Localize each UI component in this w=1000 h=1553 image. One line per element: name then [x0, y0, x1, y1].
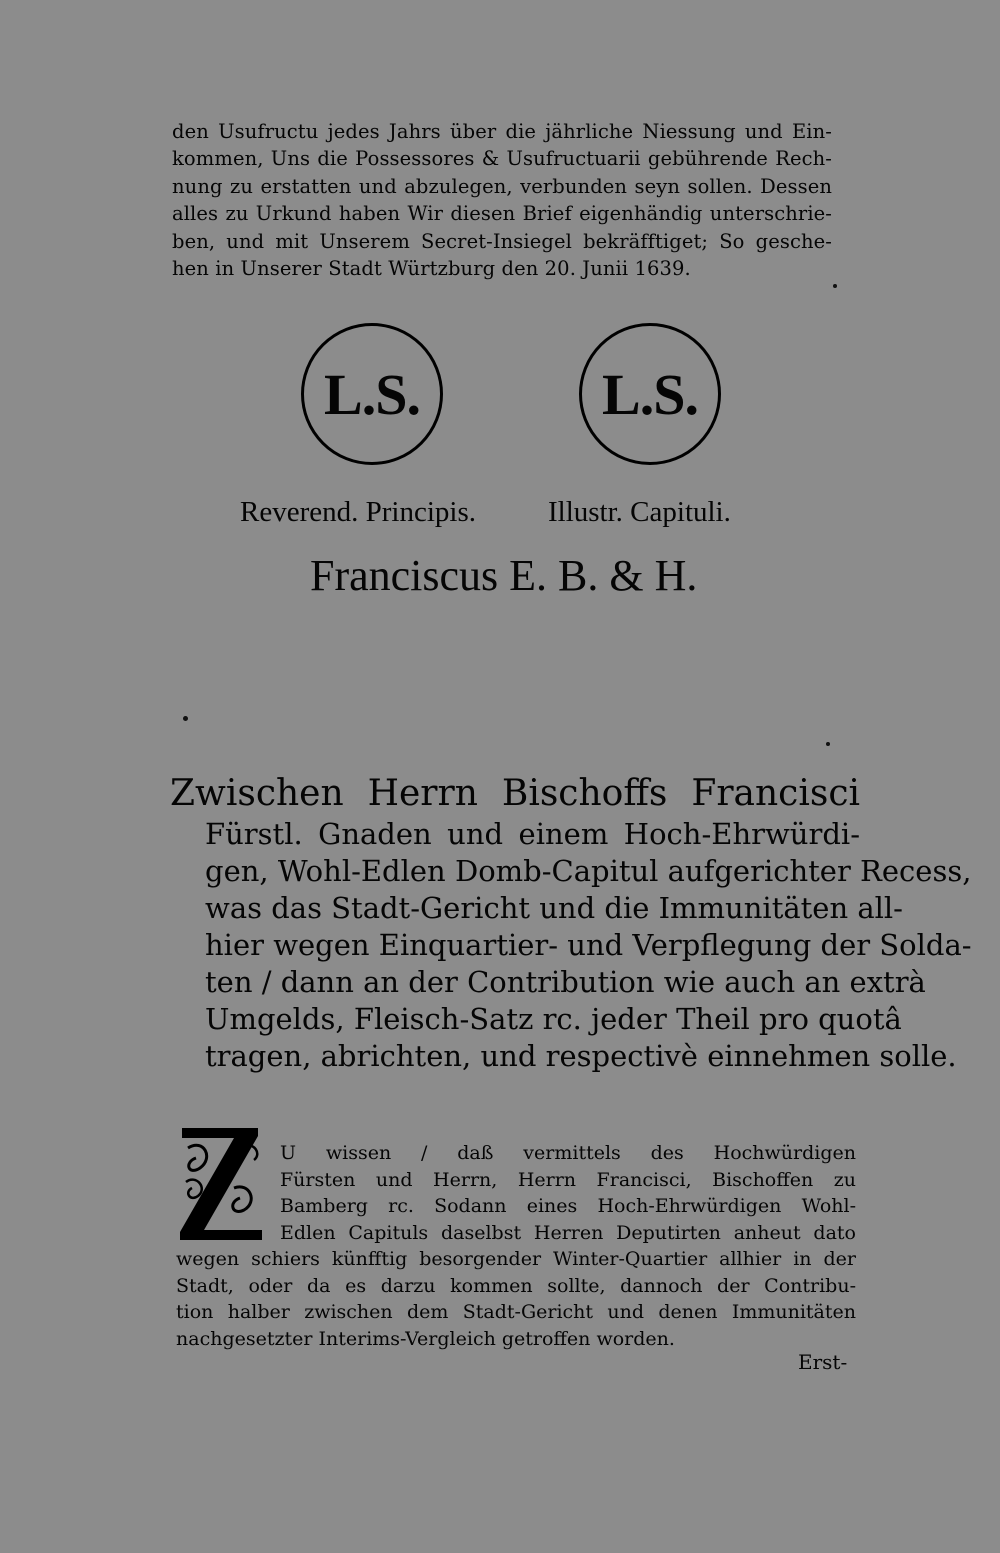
closing-paragraph: [172, 118, 832, 282]
text-line: kommen, Uns die Possessores & Usufructuarii gebührende Rech-: [172, 147, 832, 171]
document-title: [170, 772, 972, 1075]
ink-speck: [826, 742, 830, 746]
catchword: Erst-: [798, 1350, 848, 1374]
title-line: hier wegen Einquartier- und Verpflegung der Solda-: [205, 928, 972, 962]
title-line: Fürstl. Gnaden und einem Hoch-Ehrwürdi-: [205, 817, 860, 851]
text-line: tion halber zwischen dem Stadt-Gericht und denen Immunitäten: [176, 1301, 856, 1323]
title-line: was das Stadt-Gericht und die Immunitäten all-: [205, 891, 903, 925]
text-line: Fürsten und Herrn, Herrn Francisci, Bischoffen zu: [280, 1168, 856, 1191]
title-line: tragen, abrichten, und respectivè einnehmen solle.: [205, 1039, 957, 1073]
text-line: alles zu Urkund haben Wir diesen Brief eigenhändig unterschrie-: [172, 202, 832, 226]
seal-left: [301, 323, 443, 465]
text-line: Bamberg rc. Sodann eines Hoch-Ehrwürdigen Wohl-: [280, 1195, 856, 1217]
seal-caption-left: Reverend. Principis.: [240, 496, 476, 528]
ink-speck: [183, 716, 188, 721]
text-line: wegen schiers künfftig besorgender Winter-Quartier allhier in der: [176, 1248, 856, 1270]
text-line: hen in Unserer Stadt Würtzburg den 20. Junii 1639.: [172, 257, 691, 281]
title-line: ten / dann an der Contribution wie auch an extrà: [205, 965, 926, 999]
seal-left-text: L.S.: [324, 361, 420, 427]
text-line: U wissen / daß vermittels des Hochwürdigen: [280, 1142, 856, 1164]
ink-speck: [833, 284, 837, 288]
text-line: ben, und mit Unserem Secret-Insiegel bekräfftiget; So gesche-: [172, 229, 832, 253]
title-line: gen, Wohl-Edlen Domb-Capitul aufgerichter Recess,: [205, 854, 972, 888]
signature-line: Franciscus E. B. & H.: [310, 551, 698, 600]
text-line: nachgesetzter Interims-Vergleich getroffen worden.: [176, 1327, 675, 1350]
seal-caption-right: Illustr. Capituli.: [548, 496, 731, 528]
seal-right-text: L.S.: [602, 361, 698, 427]
text-line: Stadt, oder da es darzu kommen sollte, dannoch der Contribu-: [176, 1274, 856, 1297]
title-line: Umgelds, Fleisch-Satz rc. jeder Theil pro quotâ: [205, 1002, 902, 1036]
text-line: nung zu erstatten und abzulegen, verbunden seyn sollen. Dessen: [172, 174, 832, 198]
body-paragraph: [176, 1140, 856, 1352]
text-line: Edlen Capituls daselbst Herren Deputirten anheut dato: [280, 1221, 856, 1244]
seal-right: [579, 323, 721, 465]
text-line: den Usufructu jedes Jahrs über die jährliche Niessung und Ein-: [172, 120, 832, 143]
title-line: Zwischen Herrn Bischoffs Francisci: [170, 773, 860, 814]
